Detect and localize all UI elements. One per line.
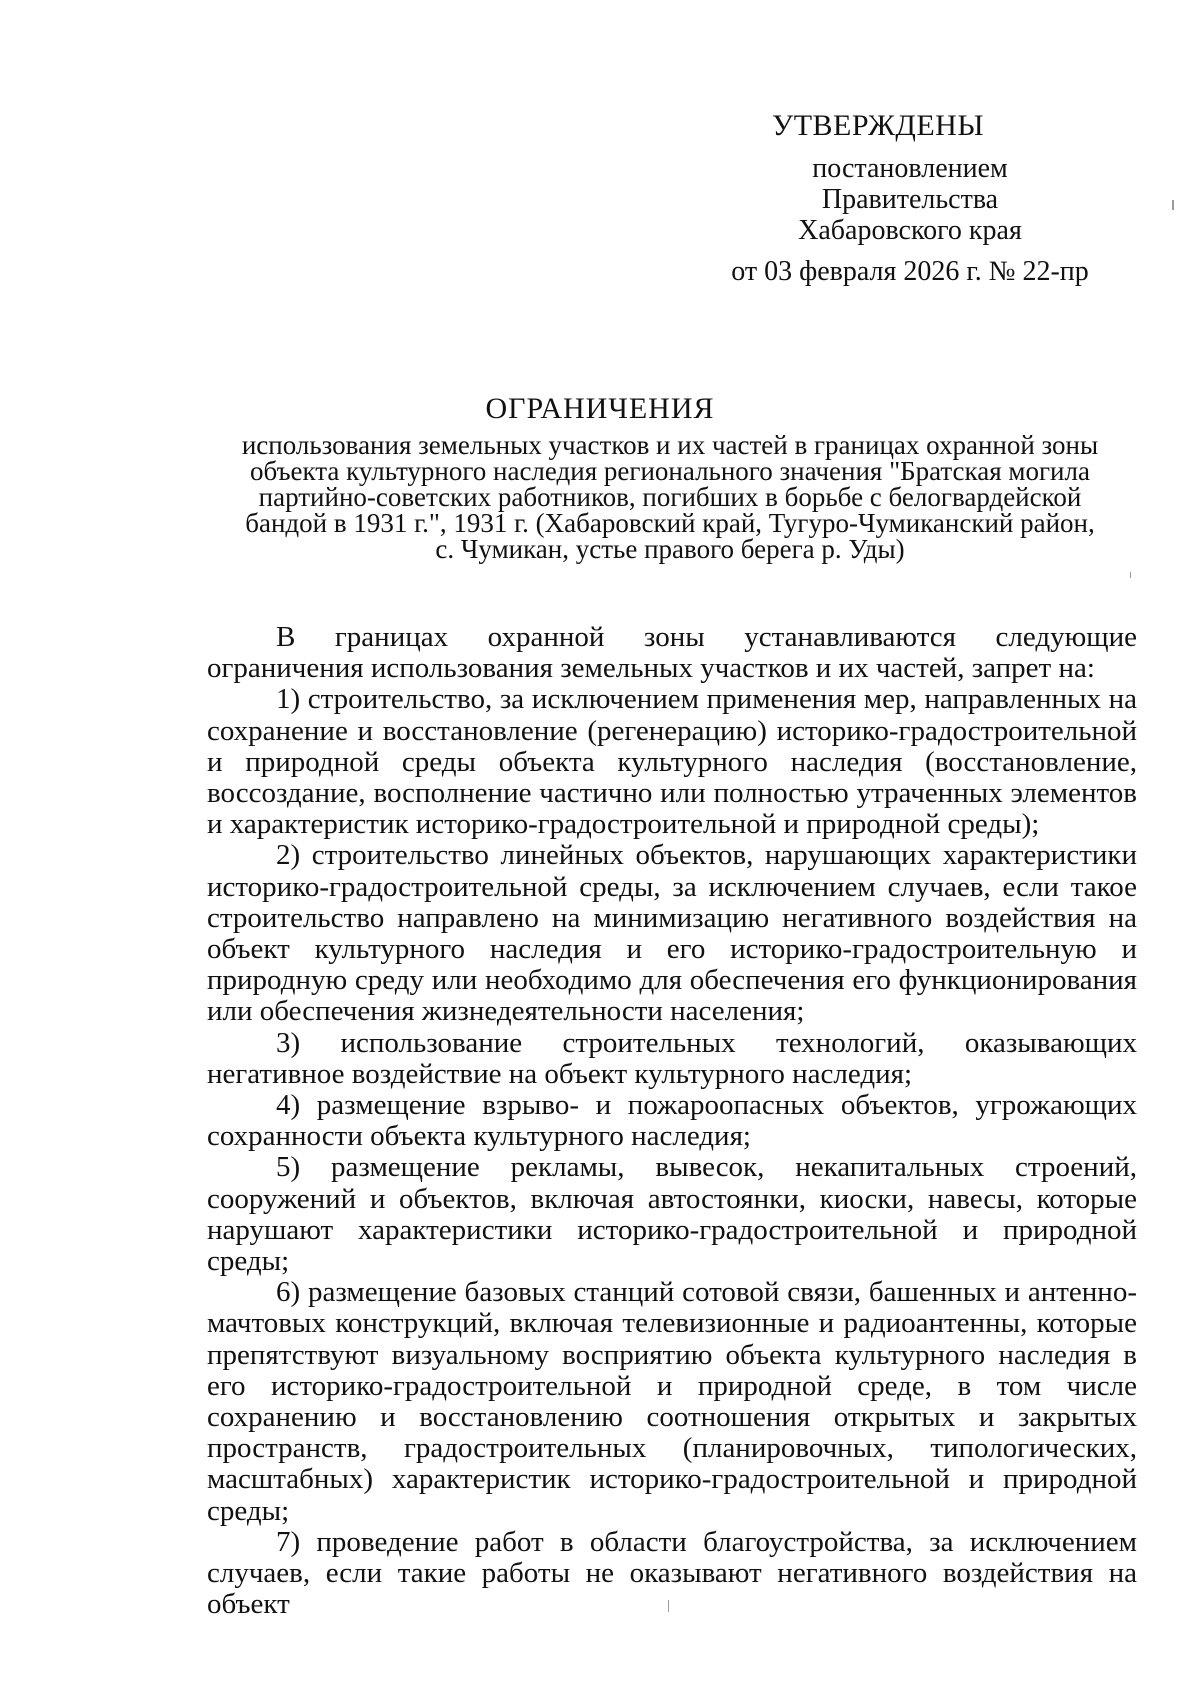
scan-mark	[1130, 572, 1131, 578]
approval-date: от 03 февраля 2026 г. № 22-пр	[731, 256, 1089, 287]
restriction-item-1: 1) строительство, за исключением применения мер, направленных на сохранение и восстановление (регенерацию) историко-градостроительной и природной среды объекта культурного наследия (восстановление, воссоздание, восполнение частично или полностью утраченных элементов и характеристик историко-градостроительной и природной среды);	[207, 683, 1137, 841]
restriction-item-3: 3) использование строительных технологий, оказывающих негативное воздействие на объект культурного наследия;	[207, 1026, 1137, 1090]
approval-line: Хабаровского края	[798, 215, 1022, 246]
document-body	[207, 622, 1137, 1621]
restriction-item-7: 7) проведение работ в области благоустройства, за исключением случаев, если такие работы не оказывают негативного воздействия на объект	[207, 1525, 1137, 1621]
approval-heading: УТВЕРЖДЕНЫ	[771, 109, 985, 142]
subtitle-line: партийно-советских работников, погибших в борьбе с белогвардейской	[258, 482, 1082, 512]
scan-mark	[1172, 200, 1174, 210]
document-title: ОГРАНИЧЕНИЯ	[485, 392, 715, 425]
subtitle-line: объекта культурного наследия регионального значения "Братская могила	[250, 456, 1090, 486]
subtitle-line: использования земельных участков и их частей в границах охранной зоны	[241, 430, 1099, 460]
approval-line: постановлением	[812, 153, 1008, 184]
restriction-item-2: 2) строительство линейных объектов, нарушающих характеристики историко-градостроительной среды, за исключением случаев, если такое строительство направлено на минимизацию негативного воздействия на объект культурного наследия и его историко-градостроительную и природную среду или необходимо для обеспечения его функционирования или обеспечения жизнедеятельности населения;	[207, 839, 1137, 1028]
document-subtitle	[210, 432, 1130, 562]
restriction-item-6: 6) размещение базовых станций сотовой связи, башенных и антенно-мачтовых конструкций, включая телевизионные и радиоантенны, которые препятствуют визуальному восприятию объекта культурного наследия в его историко-градостроительной и природной среде, в том числе сохранению и восстановлению соотношения открытых и закрытых пространств, градостроительных (планировочных, типологических, масштабных) характеристик историко-градостроительной и природной среды;	[207, 1276, 1137, 1527]
restriction-item-5: 5) размещение рекламы, вывесок, некапитальных строений, сооружений и объектов, включая автостоянки, киоски, навесы, которые нарушают характеристики историко-градостроительной и природной среды;	[207, 1151, 1137, 1278]
scan-mark	[668, 1600, 669, 1612]
subtitle-line: с. Чумикан, устье правого берега р. Уды)	[435, 534, 905, 564]
restriction-item-4: 4) размещение взрыво- и пожароопасных объектов, угрожающих сохранности объекта культурного наследия;	[207, 1089, 1137, 1153]
approval-block	[690, 110, 1130, 287]
subtitle-line: бандой в 1931 г.", 1931 г. (Хабаровский край, Тугуро-Чумиканский район,	[245, 508, 1095, 538]
approval-line: Правительства	[821, 184, 999, 215]
intro-paragraph: В границах охранной зоны устанавливаются следующие ограничения использования земельных участков и их частей, запрет на:	[207, 621, 1137, 685]
